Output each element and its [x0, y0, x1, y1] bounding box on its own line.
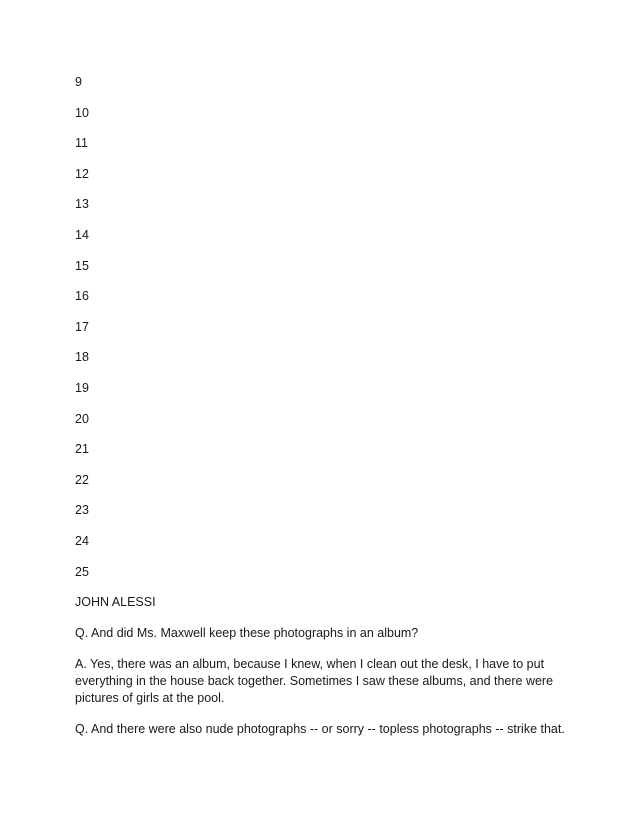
line-number: 21 [75, 442, 89, 457]
line-number: 12 [75, 166, 89, 181]
line-number: 13 [75, 197, 89, 212]
line-number: 17 [75, 319, 89, 334]
question-paragraph: Q. And did Ms. Maxwell keep these photographs in an album? [75, 626, 419, 640]
line-number: 19 [75, 380, 89, 395]
question-paragraph: Q. And there were also nude photographs -- or sorry -- topless photographs -- strike that. [75, 722, 565, 736]
line-number: 10 [75, 105, 89, 120]
speaker-name: JOHN ALESSI [75, 595, 156, 609]
line-number: 18 [75, 350, 89, 365]
line-number: 9 [75, 75, 82, 89]
line-number-column [75, 74, 89, 594]
line-number: 11 [75, 136, 88, 151]
line-number: 16 [75, 289, 89, 304]
line-number: 20 [75, 411, 89, 426]
transcript-body [75, 594, 575, 752]
answer-paragraph: A. Yes, there was an album, because I knew, when I clean out the desk, I have to put everything in the house back together. Sometimes I saw these albums, and there were pictures of girls at the pool. [75, 657, 554, 705]
line-number: 24 [75, 533, 89, 548]
line-number: 23 [75, 503, 89, 518]
line-number: 14 [75, 227, 89, 242]
line-number: 22 [75, 472, 89, 487]
line-number: 25 [75, 564, 89, 579]
line-number: 15 [75, 258, 89, 273]
